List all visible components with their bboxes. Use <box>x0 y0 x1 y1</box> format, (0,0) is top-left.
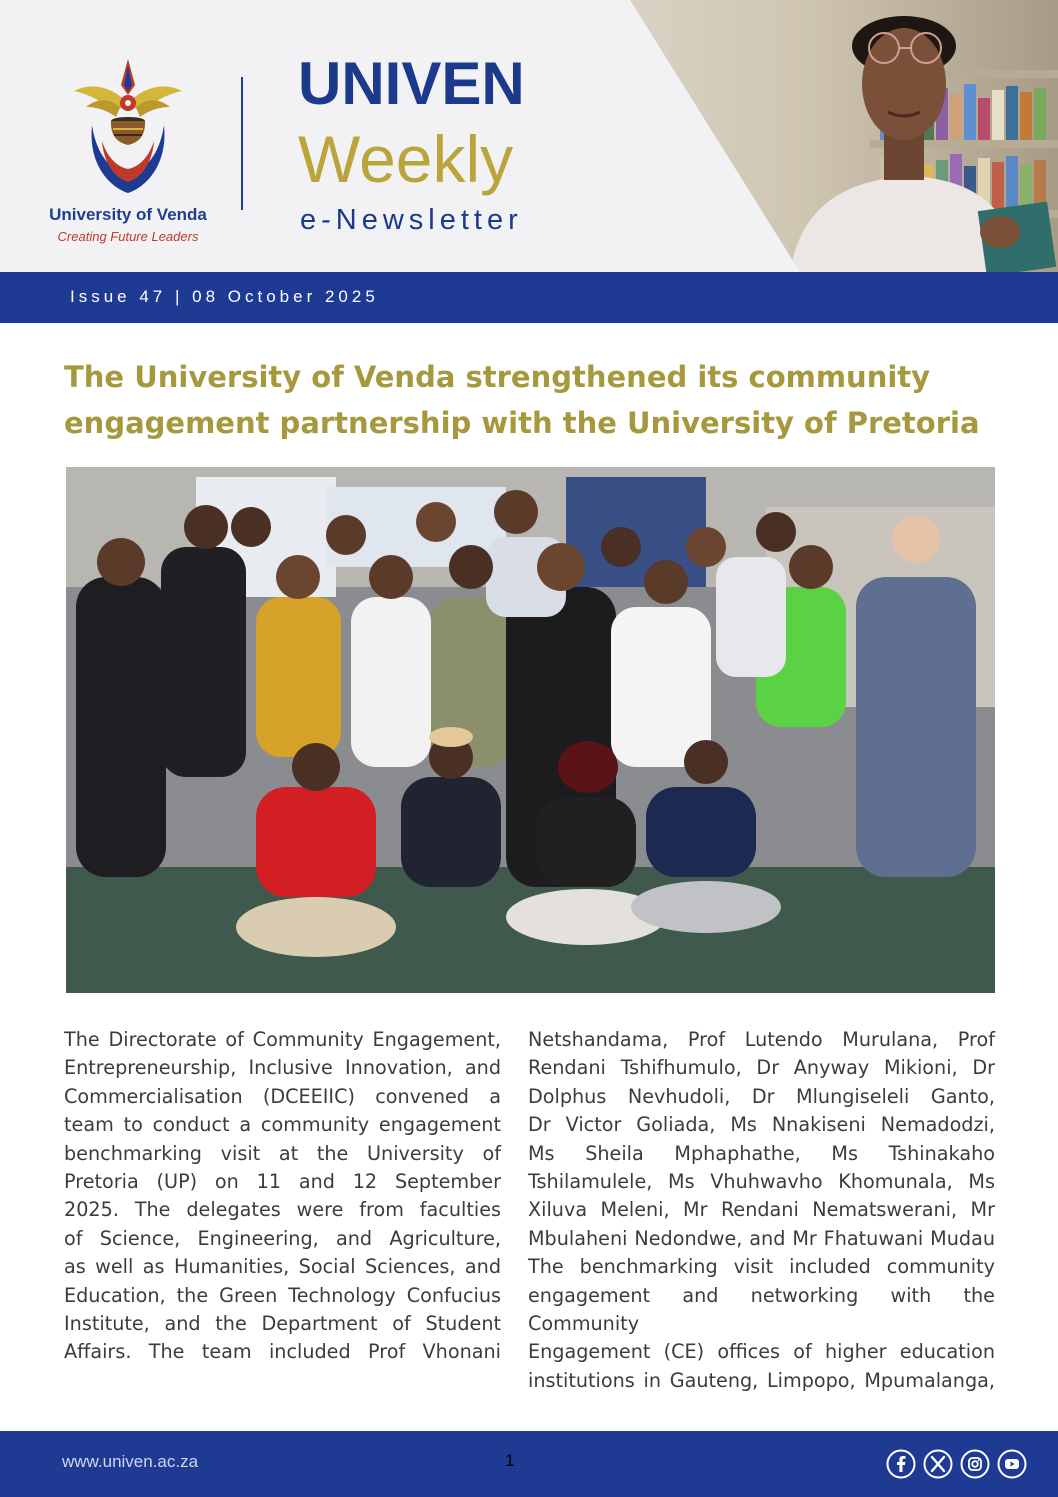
body-line: engagement and networking with the Community <box>528 1283 995 1336</box>
header-divider <box>241 77 243 210</box>
article-group-photo <box>66 467 995 993</box>
body-line: Engagement (CE) offices of higher education <box>528 1340 995 1364</box>
newsletter-brand-univen: UNIVEN <box>298 50 525 117</box>
body-line: Mbulaheni Nedondwe, and Mr Fhatuwani Mudau <box>528 1226 995 1250</box>
body-line: The benchmarking visit included community <box>528 1255 995 1279</box>
university-logo <box>38 55 218 245</box>
body-line: of Science, Engineering, and Agriculture, <box>64 1226 501 1250</box>
newsletter-footer <box>0 1431 1058 1497</box>
body-line: Dr Victor Goliada, Ms Nnakiseni Nemadodzi, <box>528 1113 995 1137</box>
header-hero-image <box>630 0 1058 272</box>
body-line: Affairs. The team included Prof Vhonani <box>64 1340 501 1364</box>
newsletter-header <box>0 0 1058 272</box>
website-link[interactable]: www.univen.ac.za <box>62 1452 199 1471</box>
page-number: 1 <box>505 1451 515 1470</box>
body-line: benchmarking visit at the University of <box>64 1141 501 1165</box>
article-headline: The University of Venda strengthened its community engagement partnership with the University of Pretoria <box>64 360 980 440</box>
newsletter-brand-enewsletter: e-Newsletter <box>300 204 523 236</box>
body-line: Netshandama, Prof Lutendo Murulana, Prof <box>528 1028 995 1051</box>
group-photo-illustration <box>66 467 995 993</box>
university-crest-icon <box>70 55 186 205</box>
body-line: Institute, and the Department of Student <box>64 1312 501 1336</box>
body-line: Xiluva Meleni, Mr Rendani Nematswerani, Mr <box>528 1198 995 1222</box>
body-line: Commercialisation (DCEEIIC) convened a <box>64 1084 501 1108</box>
body-line: institutions in Gauteng, Limpopo, Mpumalanga, <box>528 1368 995 1392</box>
body-line: Pretoria (UP) on 11 and 12 September <box>64 1170 501 1194</box>
body-line: Dolphus Nevhudoli, Dr Mlungiseleli Ganto, <box>528 1084 995 1108</box>
article-body-right-column <box>528 1026 995 1395</box>
university-name: University of Venda <box>49 205 207 224</box>
university-tagline: Creating Future Leaders <box>57 229 199 244</box>
body-line: Ms Sheila Mphaphathe, Ms Tshinakaho <box>528 1141 995 1165</box>
article-body-left-column <box>64 1026 501 1367</box>
body-line: Tshilamulele, Ms Vhuhwavho Khomunala, Ms <box>528 1170 995 1194</box>
issue-bar <box>0 272 1058 323</box>
student-figure <box>760 0 1058 272</box>
instagram-icon[interactable] <box>960 1449 990 1479</box>
newsletter-brand-weekly: Weekly <box>298 122 514 196</box>
body-line: team to conduct a community engagement <box>64 1113 501 1137</box>
body-line: Education, the Green Technology Confucius <box>64 1283 501 1307</box>
body-line: Entrepreneurship, Inclusive Innovation, and <box>64 1056 501 1080</box>
issue-date-label: Issue 47 | 08 October 2025 <box>70 287 379 306</box>
body-line: 2025. The delegates were from faculties <box>64 1198 501 1222</box>
body-line: The Directorate of Community Engagement, <box>64 1028 501 1051</box>
x-icon[interactable] <box>923 1449 953 1479</box>
youtube-icon[interactable] <box>997 1449 1027 1479</box>
body-line: as well as Humanities, Social Sciences, and <box>64 1255 501 1279</box>
body-line: Rendani Tshifhumulo, Dr Anyway Mikioni, Dr <box>528 1056 995 1080</box>
facebook-icon[interactable] <box>886 1449 916 1479</box>
